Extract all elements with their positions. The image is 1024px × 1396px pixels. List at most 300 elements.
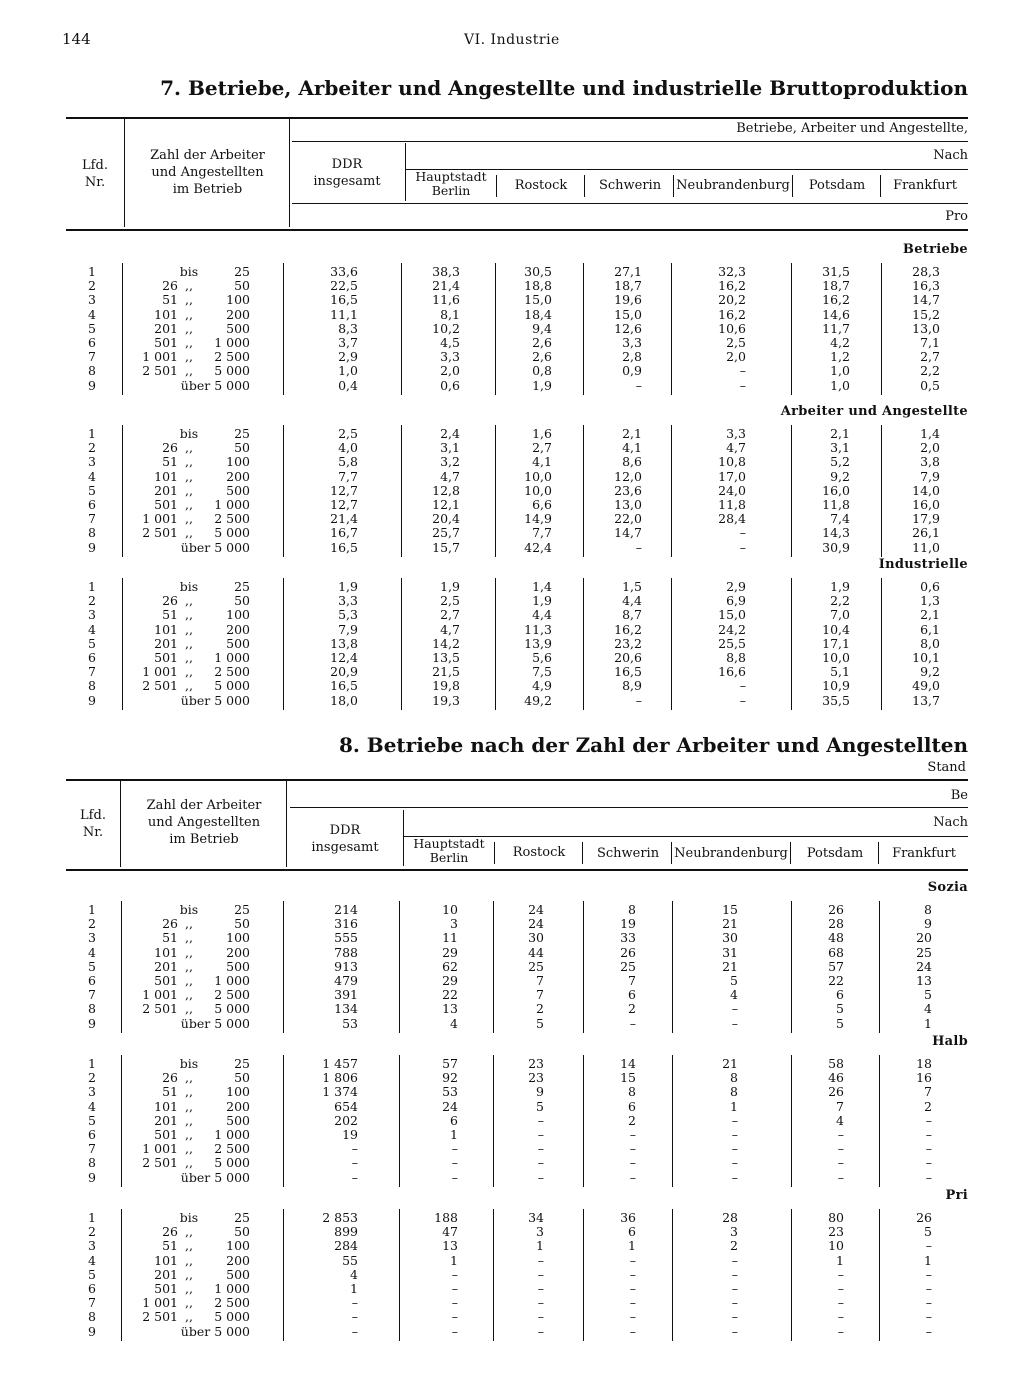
column-rule bbox=[672, 901, 673, 1033]
data-cell: 21,4 bbox=[330, 511, 358, 527]
size-class-sep: bis bbox=[179, 1056, 199, 1071]
data-cell: 8,0 bbox=[920, 635, 940, 651]
data-cell: 2 bbox=[924, 1098, 932, 1114]
data-cell: 7 bbox=[628, 972, 636, 988]
row-number: 9 bbox=[88, 539, 96, 555]
data-cell: 24 bbox=[528, 902, 544, 917]
size-class bbox=[132, 1114, 250, 1128]
data-cell: 14,7 bbox=[912, 292, 940, 308]
data-column bbox=[680, 265, 746, 393]
data-cell: 25,7 bbox=[432, 525, 460, 541]
data-column bbox=[680, 427, 746, 555]
data-cell: 7 bbox=[536, 972, 544, 988]
size-class bbox=[132, 1296, 250, 1310]
data-cell: 10,4 bbox=[822, 621, 850, 637]
data-column bbox=[584, 580, 642, 708]
column-rule bbox=[493, 1209, 494, 1341]
data-cell: 18,4 bbox=[524, 306, 552, 322]
data-cell: 479 bbox=[334, 972, 358, 988]
size-class bbox=[132, 1057, 250, 1071]
data-cell: 17,1 bbox=[822, 635, 850, 651]
data-cell: – bbox=[731, 1126, 738, 1142]
block-rule bbox=[283, 425, 284, 557]
data-cell: 1 457 bbox=[322, 1056, 358, 1071]
size-class-to: 200 bbox=[226, 1252, 250, 1268]
data-cell: – bbox=[731, 1252, 738, 1268]
data-cell: – bbox=[731, 1309, 738, 1325]
size-class-from: 201 bbox=[154, 958, 178, 974]
data-cell: 36 bbox=[620, 1210, 636, 1225]
size-class-from: 26 bbox=[162, 1070, 178, 1086]
size-class bbox=[132, 498, 250, 512]
size-class bbox=[132, 441, 250, 455]
row-number: 1 bbox=[88, 264, 96, 279]
data-cell: 14,3 bbox=[822, 525, 850, 541]
data-cell: 28 bbox=[722, 1210, 738, 1225]
data-cell: 13 bbox=[442, 1238, 458, 1254]
size-class-over-word: über bbox=[180, 539, 211, 555]
data-cell: 26 bbox=[828, 902, 844, 917]
data-cell: – bbox=[351, 1309, 358, 1325]
data-cell: – bbox=[351, 1323, 358, 1339]
data-cell: – bbox=[629, 1141, 636, 1157]
column-rule bbox=[401, 263, 402, 395]
data-cell: 15,0 bbox=[614, 306, 642, 322]
data-cell: 55 bbox=[342, 1252, 358, 1268]
size-class-sep: bis bbox=[179, 902, 199, 917]
data-cell: – bbox=[635, 377, 642, 393]
data-cell: 53 bbox=[342, 1015, 358, 1031]
data-cell: – bbox=[925, 1238, 932, 1254]
data-cell: 19,8 bbox=[432, 678, 460, 694]
size-class-sep: ,, bbox=[185, 930, 193, 946]
data-cell: – bbox=[739, 363, 746, 379]
data-cell: 12,0 bbox=[614, 468, 642, 484]
data-cell: 0,4 bbox=[338, 377, 358, 393]
data-cell: 4 bbox=[350, 1266, 358, 1282]
data-cell: 788 bbox=[334, 944, 358, 960]
size-class-to: 100 bbox=[226, 1238, 250, 1254]
size-class-over-word: über bbox=[180, 692, 211, 708]
data-column bbox=[814, 1211, 844, 1339]
data-cell: 10,6 bbox=[718, 320, 746, 336]
data-cell: 2,9 bbox=[726, 579, 746, 594]
size-class bbox=[132, 651, 250, 665]
size-class-sep: ,, bbox=[185, 1295, 193, 1311]
data-cell: 202 bbox=[334, 1112, 358, 1128]
data-column bbox=[604, 1211, 636, 1339]
data-cell: 1,0 bbox=[338, 363, 358, 379]
data-cell: 4,1 bbox=[622, 440, 642, 456]
data-cell: 9,2 bbox=[830, 468, 850, 484]
data-column bbox=[706, 1057, 738, 1185]
block-rule bbox=[283, 578, 284, 710]
row-number: 1 bbox=[88, 1056, 96, 1071]
row-number: 8 bbox=[88, 678, 96, 694]
data-column bbox=[404, 427, 460, 555]
data-column bbox=[884, 265, 940, 393]
column-rule bbox=[401, 578, 402, 710]
column-rule bbox=[671, 425, 672, 557]
size-class-to: 50 bbox=[234, 593, 250, 609]
data-cell: 1,0 bbox=[830, 377, 850, 393]
data-cell: 11,1 bbox=[330, 306, 358, 322]
table8-header-divider-1 bbox=[120, 779, 121, 867]
data-cell: 24,2 bbox=[718, 621, 746, 637]
column-rule bbox=[672, 1055, 673, 1187]
size-class-sep: ,, bbox=[185, 1252, 193, 1268]
data-column bbox=[492, 427, 552, 555]
size-class-to: 5 000 bbox=[214, 539, 250, 555]
data-cell: 2,2 bbox=[920, 363, 940, 379]
data-column bbox=[492, 580, 552, 708]
data-cell: – bbox=[837, 1155, 844, 1171]
table8-district-neubrandenburg: Neubrandenburg bbox=[674, 846, 788, 861]
row-number: 9 bbox=[88, 1169, 96, 1185]
size-class-to: 5 000 bbox=[214, 1309, 250, 1325]
size-class bbox=[132, 308, 250, 322]
data-cell: 7,9 bbox=[338, 621, 358, 637]
column-rule bbox=[791, 425, 792, 557]
data-cell: – bbox=[731, 1323, 738, 1339]
data-cell: 5 bbox=[924, 987, 932, 1003]
row-number: 5 bbox=[88, 482, 96, 498]
size-class-to: 5 000 bbox=[214, 692, 250, 708]
size-class-from: 101 bbox=[154, 1098, 178, 1114]
data-cell: – bbox=[739, 678, 746, 694]
data-cell: – bbox=[629, 1309, 636, 1325]
data-cell: – bbox=[451, 1141, 458, 1157]
size-class-to: 500 bbox=[226, 958, 250, 974]
data-cell: 15,2 bbox=[912, 306, 940, 322]
table7-district-schwerin: Schwerin bbox=[598, 178, 662, 193]
size-class-from: 101 bbox=[154, 1252, 178, 1268]
data-cell: 18,7 bbox=[614, 278, 642, 294]
data-cell: 4,1 bbox=[532, 454, 552, 470]
data-column bbox=[296, 580, 358, 708]
size-class bbox=[132, 903, 250, 917]
data-cell: 654 bbox=[334, 1098, 358, 1114]
data-cell: – bbox=[451, 1155, 458, 1171]
column-rule bbox=[671, 578, 672, 710]
data-cell: 16,5 bbox=[330, 292, 358, 308]
data-cell: – bbox=[739, 692, 746, 708]
data-cell: 15 bbox=[722, 902, 738, 917]
size-class-over bbox=[132, 541, 250, 555]
data-cell: 3,3 bbox=[726, 426, 746, 441]
data-cell: 3,1 bbox=[830, 440, 850, 456]
data-column bbox=[706, 1211, 738, 1339]
size-class-from: 2 501 bbox=[142, 678, 178, 694]
size-class bbox=[132, 484, 250, 498]
data-column bbox=[800, 580, 850, 708]
data-cell: 12,7 bbox=[330, 496, 358, 512]
data-cell: 42,4 bbox=[524, 539, 552, 555]
data-cell: 16,6 bbox=[718, 664, 746, 680]
size-class-to: 200 bbox=[226, 306, 250, 322]
size-class-from: 51 bbox=[162, 454, 178, 470]
row-number: 8 bbox=[88, 1309, 96, 1325]
row-number: 5 bbox=[88, 635, 96, 651]
size-class-to: 1 000 bbox=[214, 1280, 250, 1296]
column-rule bbox=[881, 425, 882, 557]
data-cell: 27,1 bbox=[614, 264, 642, 279]
row-number: 2 bbox=[88, 1224, 96, 1240]
block-rule bbox=[122, 263, 123, 395]
size-class bbox=[132, 1282, 250, 1296]
row-number: 7 bbox=[88, 1295, 96, 1311]
data-cell: – bbox=[925, 1323, 932, 1339]
data-cell: – bbox=[837, 1309, 844, 1325]
data-column bbox=[510, 1057, 544, 1185]
row-numbers-column bbox=[82, 1057, 102, 1185]
data-cell: 20,9 bbox=[330, 664, 358, 680]
row-numbers-column bbox=[82, 265, 102, 393]
row-number: 4 bbox=[88, 306, 96, 322]
size-class-over-word: über bbox=[180, 1323, 211, 1339]
data-cell: 20,6 bbox=[614, 649, 642, 665]
column-rule bbox=[583, 1055, 584, 1187]
data-cell: 44 bbox=[528, 944, 544, 960]
data-cell: – bbox=[739, 525, 746, 541]
size-class-from: 101 bbox=[154, 468, 178, 484]
data-cell: 32,3 bbox=[718, 264, 746, 279]
data-column bbox=[884, 427, 940, 555]
data-cell: 2,0 bbox=[440, 363, 460, 379]
size-class-to: 5 000 bbox=[214, 525, 250, 541]
data-cell: – bbox=[537, 1169, 544, 1185]
table7-header-divider-2 bbox=[289, 117, 290, 227]
table8-district-potsdam: Potsdam bbox=[806, 846, 864, 861]
size-class-from: 2 501 bbox=[142, 1309, 178, 1325]
table8-header-divider-2 bbox=[286, 779, 287, 867]
size-class-from: 2 501 bbox=[142, 525, 178, 541]
data-cell: 19,3 bbox=[432, 692, 460, 708]
size-class-column bbox=[132, 1057, 250, 1185]
data-cell: 25 bbox=[528, 958, 544, 974]
size-class bbox=[132, 665, 250, 679]
data-cell: 30,5 bbox=[524, 264, 552, 279]
column-rule bbox=[791, 578, 792, 710]
table7-district-divider-3 bbox=[673, 175, 674, 197]
data-cell: 47 bbox=[442, 1224, 458, 1240]
table7-top-rule bbox=[66, 117, 968, 119]
data-cell: 19,6 bbox=[614, 292, 642, 308]
data-cell: 3,3 bbox=[338, 593, 358, 609]
size-class-to: 1 000 bbox=[214, 1126, 250, 1142]
size-class bbox=[132, 1156, 250, 1170]
size-class-sep: ,, bbox=[185, 972, 193, 988]
data-column bbox=[800, 427, 850, 555]
data-cell: 2,7 bbox=[440, 607, 460, 623]
table7-district-rostock: Rostock bbox=[514, 178, 568, 193]
table7-ddr-header: DDR insgesamt bbox=[313, 157, 381, 189]
size-class-sep: ,, bbox=[185, 958, 193, 974]
data-cell: 7,7 bbox=[338, 468, 358, 484]
data-cell: – bbox=[629, 1126, 636, 1142]
size-class-over bbox=[132, 1017, 250, 1031]
data-cell: 53 bbox=[442, 1084, 458, 1100]
data-cell: – bbox=[537, 1126, 544, 1142]
size-class-over bbox=[132, 379, 250, 393]
size-class-from: 26 bbox=[162, 278, 178, 294]
size-class-to: 1 000 bbox=[214, 496, 250, 512]
data-cell: 16 bbox=[916, 1070, 932, 1086]
row-number: 2 bbox=[88, 278, 96, 294]
table8-top-rule bbox=[66, 779, 968, 781]
data-column bbox=[418, 1211, 458, 1339]
data-cell: 16,2 bbox=[614, 621, 642, 637]
data-cell: 2,1 bbox=[622, 426, 642, 441]
size-class bbox=[132, 974, 250, 988]
data-cell: – bbox=[731, 1266, 738, 1282]
data-cell: 21,4 bbox=[432, 278, 460, 294]
data-cell: 12,6 bbox=[614, 320, 642, 336]
row-number: 1 bbox=[88, 579, 96, 594]
data-cell: 3 bbox=[730, 1224, 738, 1240]
block-rule bbox=[283, 901, 284, 1033]
table7-lfd-header: Lfd. Nr. bbox=[82, 158, 108, 190]
data-cell: – bbox=[537, 1295, 544, 1311]
data-cell: 13,0 bbox=[912, 320, 940, 336]
data-cell: 11,8 bbox=[718, 496, 746, 512]
data-cell: 0,8 bbox=[532, 363, 552, 379]
row-number: 8 bbox=[88, 1001, 96, 1017]
section-label: Pri bbox=[945, 1188, 968, 1203]
size-class-to: 50 bbox=[234, 1070, 250, 1086]
data-cell: 1,6 bbox=[532, 426, 552, 441]
data-cell: 4,7 bbox=[726, 440, 746, 456]
data-cell: 0,6 bbox=[440, 377, 460, 393]
data-cell: 214 bbox=[334, 902, 358, 917]
row-numbers-column bbox=[82, 903, 102, 1031]
table7-top-label: Betriebe, Arbeiter und Angestellte, bbox=[736, 121, 968, 136]
data-cell: 6,9 bbox=[726, 593, 746, 609]
data-cell: 12,4 bbox=[330, 649, 358, 665]
size-class bbox=[132, 1225, 250, 1239]
data-cell: – bbox=[837, 1295, 844, 1311]
data-cell: 14 bbox=[620, 1056, 636, 1071]
column-rule bbox=[881, 578, 882, 710]
data-cell: – bbox=[629, 1295, 636, 1311]
column-rule bbox=[399, 901, 400, 1033]
section-label: Sozia bbox=[927, 880, 968, 895]
size-class-sep: ,, bbox=[185, 440, 193, 456]
size-class-from: 101 bbox=[154, 621, 178, 637]
data-cell: 62 bbox=[442, 958, 458, 974]
column-rule bbox=[399, 1055, 400, 1187]
data-cell: 3,8 bbox=[920, 454, 940, 470]
size-class bbox=[132, 1310, 250, 1324]
data-cell: 31,5 bbox=[822, 264, 850, 279]
data-cell: 31 bbox=[722, 944, 738, 960]
block-rule bbox=[283, 1209, 284, 1341]
data-cell: – bbox=[451, 1323, 458, 1339]
table7-district-divider-2 bbox=[584, 175, 585, 197]
size-class bbox=[132, 1254, 250, 1268]
row-number: 7 bbox=[88, 349, 96, 365]
data-cell: 7 bbox=[536, 987, 544, 1003]
data-cell: 5,3 bbox=[338, 607, 358, 623]
size-class bbox=[132, 1325, 250, 1339]
data-cell: 11,3 bbox=[524, 621, 552, 637]
data-cell: 11,8 bbox=[822, 496, 850, 512]
data-cell: 1 bbox=[350, 1280, 358, 1296]
data-cell: 7,7 bbox=[532, 525, 552, 541]
size-class-to: 5 000 bbox=[214, 1001, 250, 1017]
data-cell: 1,9 bbox=[532, 593, 552, 609]
data-cell: 2,6 bbox=[532, 349, 552, 365]
data-cell: 11,6 bbox=[432, 292, 460, 308]
table8-lfd-header: Lfd. Nr. bbox=[80, 808, 106, 840]
data-cell: – bbox=[925, 1280, 932, 1296]
data-cell: – bbox=[629, 1266, 636, 1282]
row-number: 7 bbox=[88, 664, 96, 680]
size-class-from: 26 bbox=[162, 593, 178, 609]
row-number: 3 bbox=[88, 454, 96, 470]
row-number: 6 bbox=[88, 1126, 96, 1142]
data-cell: 2 853 bbox=[322, 1210, 358, 1225]
size-class-sep: bis bbox=[179, 1210, 199, 1225]
table8-district-divider-4 bbox=[790, 842, 791, 864]
block-rule bbox=[122, 578, 123, 710]
data-cell: – bbox=[925, 1112, 932, 1128]
data-cell: 2 bbox=[628, 1001, 636, 1017]
row-number: 7 bbox=[88, 511, 96, 527]
data-cell: – bbox=[351, 1141, 358, 1157]
size-class bbox=[132, 1017, 250, 1031]
size-class bbox=[132, 293, 250, 307]
size-class bbox=[132, 470, 250, 484]
block-rule bbox=[122, 425, 123, 557]
size-class-from: 1 001 bbox=[142, 1141, 178, 1157]
data-cell: – bbox=[351, 1295, 358, 1311]
size-class-sep: ,, bbox=[185, 363, 193, 379]
data-cell: 8 bbox=[730, 1084, 738, 1100]
size-class-from: 1 001 bbox=[142, 349, 178, 365]
data-cell: 7,4 bbox=[830, 511, 850, 527]
size-class bbox=[132, 322, 250, 336]
data-cell: 21,5 bbox=[432, 664, 460, 680]
row-number: 2 bbox=[88, 916, 96, 932]
data-cell: 23 bbox=[528, 1070, 544, 1086]
data-cell: 22,5 bbox=[330, 278, 358, 294]
size-class bbox=[132, 917, 250, 931]
table7-district-frankfurt: Frankfurt bbox=[893, 178, 957, 193]
data-cell: 18,0 bbox=[330, 692, 358, 708]
size-class bbox=[132, 1142, 250, 1156]
size-class-from: 501 bbox=[154, 972, 178, 988]
size-class-sep: ,, bbox=[185, 1098, 193, 1114]
data-cell: 4 bbox=[924, 1001, 932, 1017]
size-class bbox=[132, 279, 250, 293]
size-class-to: 2 500 bbox=[214, 1295, 250, 1311]
table8-district-schwerin: Schwerin bbox=[596, 846, 660, 861]
size-class-from: 1 001 bbox=[142, 987, 178, 1003]
data-cell: 4,4 bbox=[622, 593, 642, 609]
size-class-sep: ,, bbox=[185, 1112, 193, 1128]
data-cell: 7 bbox=[924, 1084, 932, 1100]
size-class-from: 1 001 bbox=[142, 511, 178, 527]
row-number: 7 bbox=[88, 987, 96, 1003]
data-cell: 1,0 bbox=[830, 363, 850, 379]
size-class-to: 200 bbox=[226, 468, 250, 484]
data-cell: 8,6 bbox=[622, 454, 642, 470]
data-cell: 16,7 bbox=[330, 525, 358, 541]
table8-district-divider-5 bbox=[878, 842, 879, 864]
size-class-from: 201 bbox=[154, 1112, 178, 1128]
data-cell: 13,0 bbox=[614, 496, 642, 512]
